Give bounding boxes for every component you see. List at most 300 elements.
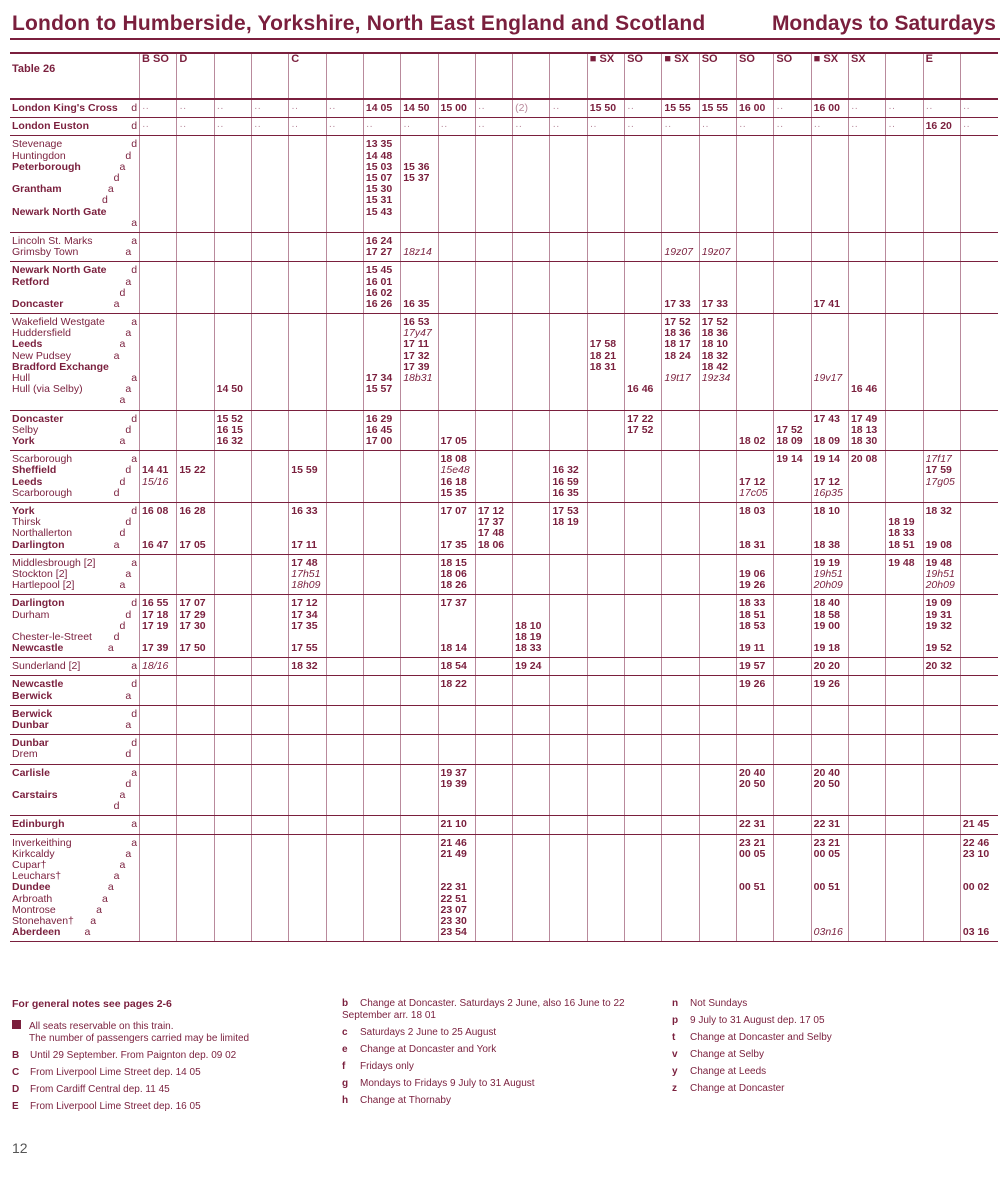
- time-cell: [926, 373, 958, 384]
- time-cell: [291, 384, 323, 395]
- train-times: [811, 554, 848, 595]
- train-times: [289, 410, 326, 451]
- time-cell: [664, 905, 696, 916]
- time-cell: [776, 139, 808, 150]
- time-cell: [441, 299, 473, 310]
- time-cell: [851, 849, 883, 860]
- time-cell: [403, 661, 435, 672]
- column-code: [960, 53, 998, 99]
- time-cell: [552, 184, 584, 195]
- train-times: [326, 118, 363, 136]
- time-cell: [515, 277, 547, 288]
- time-cell: [739, 139, 771, 150]
- time-cell: [217, 528, 249, 539]
- notes-left: [12, 998, 332, 1118]
- time-cell: [291, 488, 323, 499]
- time-cell: [963, 894, 996, 905]
- time-cell: [217, 339, 249, 350]
- time-cell: 18 51: [888, 538, 915, 551]
- time-cell: [963, 488, 996, 499]
- station-name: Lincoln St. Marks a: [12, 234, 138, 247]
- time-cell: 17 55: [291, 642, 318, 655]
- time-cell: [142, 162, 174, 173]
- time-cell: [291, 414, 323, 425]
- train-times: [737, 816, 774, 834]
- time-cell: 15 52: [216, 412, 243, 425]
- time-cell: [627, 927, 659, 938]
- time-cell: [254, 288, 286, 299]
- station-name: York d: [12, 504, 138, 517]
- train-times: [811, 595, 848, 658]
- time-cell: [142, 790, 174, 801]
- time-cell: [515, 528, 547, 539]
- train-times: [438, 595, 475, 658]
- train-times: [737, 451, 774, 503]
- time-cell: ··: [179, 120, 187, 133]
- time-cell: [702, 691, 734, 702]
- time-cell: [851, 860, 883, 871]
- train-times: [363, 676, 400, 705]
- time-cell: [142, 265, 174, 276]
- time-cell: [366, 465, 398, 476]
- time-cell: [888, 610, 920, 621]
- time-cell: [552, 679, 584, 690]
- time-cell: [329, 151, 361, 162]
- train-times: [625, 451, 662, 503]
- time-cell: [403, 184, 435, 195]
- time-cell: [926, 299, 958, 310]
- footnote: h Change at Thornaby: [342, 1095, 451, 1106]
- time-cell: [478, 465, 510, 476]
- train-times: [363, 816, 400, 834]
- train-times: [699, 136, 736, 233]
- train-times: [438, 735, 475, 764]
- station-names: [10, 99, 140, 118]
- time-cell: [478, 779, 510, 790]
- time-cell: [552, 277, 584, 288]
- time-cell: [590, 819, 622, 830]
- time-cell: ··: [291, 102, 299, 114]
- time-cell: [478, 139, 510, 150]
- time-cell: [552, 661, 584, 672]
- train-times: [140, 764, 177, 816]
- time-cell: [478, 436, 510, 447]
- time-cell: 18 19: [888, 516, 915, 529]
- station-name: New Pudsey a: [12, 349, 120, 362]
- time-cell: (2): [515, 102, 528, 114]
- time-cell: 18 32: [701, 349, 728, 362]
- time-cell: [515, 477, 547, 488]
- time-cell: [627, 328, 659, 339]
- time-cell: [664, 610, 696, 621]
- train-times: [737, 764, 774, 816]
- time-cell: [702, 801, 734, 812]
- time-cell: [739, 339, 771, 350]
- time-cell: [515, 299, 547, 310]
- train-times: [662, 262, 699, 314]
- time-cell: [590, 882, 622, 893]
- station-group: [10, 834, 998, 942]
- time-cell: 19z07: [701, 246, 731, 259]
- train-times: [774, 502, 811, 554]
- time-cell: [329, 328, 361, 339]
- time-cell: [329, 477, 361, 488]
- time-cell: [403, 927, 435, 938]
- time-cell: [329, 162, 361, 173]
- time-cell: 17 12: [739, 475, 766, 488]
- time-cell: 19 06: [739, 567, 766, 580]
- time-cell: [851, 691, 883, 702]
- train-times: [475, 314, 512, 411]
- time-cell: [291, 790, 323, 801]
- time-cell: [627, 465, 659, 476]
- station-names: [10, 314, 140, 411]
- time-cell: [142, 151, 174, 162]
- train-times: [774, 658, 811, 676]
- time-cell: [142, 247, 174, 258]
- train-times: [737, 658, 774, 676]
- time-cell: [478, 351, 510, 362]
- time-cell: [814, 691, 846, 702]
- time-cell: [702, 738, 734, 749]
- time-cell: [814, 195, 846, 206]
- train-times: [587, 118, 624, 136]
- train-times: [363, 554, 400, 595]
- time-cell: [590, 184, 622, 195]
- time-cell: [851, 151, 883, 162]
- time-cell: [329, 916, 361, 927]
- train-times: [587, 595, 624, 658]
- time-cell: [329, 598, 361, 609]
- time-cell: [590, 621, 622, 632]
- train-times: [960, 816, 998, 834]
- time-cell: [590, 247, 622, 258]
- station-names: [10, 834, 140, 942]
- time-cell: [702, 207, 734, 218]
- train-times: [513, 118, 550, 136]
- train-times: [214, 676, 251, 705]
- time-cell: [478, 598, 510, 609]
- station-group: [10, 262, 998, 314]
- time-cell: 15 50: [589, 102, 617, 114]
- time-cell: [888, 299, 920, 310]
- time-cell: [627, 691, 659, 702]
- time-cell: [963, 506, 996, 517]
- train-times: [699, 658, 736, 676]
- time-cell: [814, 265, 846, 276]
- time-cell: [888, 632, 920, 643]
- train-times: [960, 262, 998, 314]
- train-times: [737, 118, 774, 136]
- station-group: [10, 816, 998, 834]
- time-cell: [590, 317, 622, 328]
- time-cell: [142, 768, 174, 779]
- time-cell: [552, 558, 584, 569]
- time-cell: [627, 207, 659, 218]
- train-times: [811, 502, 848, 554]
- train-times: [363, 118, 400, 136]
- train-times: [251, 705, 288, 734]
- column-code: [886, 53, 923, 99]
- time-cell: [888, 139, 920, 150]
- train-times: [923, 314, 960, 411]
- time-cell: [776, 632, 808, 643]
- time-cell: [552, 768, 584, 779]
- column-code: [550, 53, 587, 99]
- time-cell: 17 48: [477, 527, 505, 540]
- train-times: [699, 118, 736, 136]
- time-cell: [739, 373, 771, 384]
- time-cell: 19 26: [813, 678, 840, 691]
- train-times: [513, 99, 550, 118]
- time-cell: ··: [403, 120, 411, 133]
- time-cell: [515, 569, 547, 580]
- time-cell: 17 48: [291, 556, 318, 569]
- time-cell: [627, 905, 659, 916]
- time-cell: [441, 277, 473, 288]
- time-cell: 22 31: [739, 818, 766, 831]
- time-cell: [851, 207, 883, 218]
- time-cell: 16 47: [142, 538, 169, 551]
- train-times: [177, 658, 214, 676]
- time-cell: 18 15: [440, 556, 467, 569]
- time-cell: [851, 790, 883, 801]
- time-cell: [963, 790, 996, 801]
- footnote: D From Cardiff Central dep. 11 45: [12, 1084, 170, 1095]
- time-cell: [441, 162, 473, 173]
- time-cell: 18 10: [515, 619, 542, 632]
- time-cell: [366, 477, 398, 488]
- time-cell: [888, 454, 920, 465]
- train-times: [886, 735, 923, 764]
- time-cell: [851, 173, 883, 184]
- time-cell: [851, 768, 883, 779]
- time-cell: [776, 838, 808, 849]
- train-times: [848, 262, 885, 314]
- time-cell: [142, 679, 174, 690]
- time-cell: [366, 643, 398, 654]
- time-cell: [366, 749, 398, 760]
- time-cell: [552, 299, 584, 310]
- station-names: [10, 595, 140, 658]
- time-cell: [142, 749, 174, 760]
- train-times: [326, 502, 363, 554]
- time-cell: [627, 916, 659, 927]
- time-cell: [142, 384, 174, 395]
- train-times: [214, 705, 251, 734]
- time-cell: [329, 339, 361, 350]
- time-cell: [739, 288, 771, 299]
- station-name: Middlesbrough [2] a: [12, 556, 138, 569]
- time-cell: [888, 749, 920, 760]
- time-cell: [776, 207, 808, 218]
- time-cell: [515, 454, 547, 465]
- train-times: [214, 764, 251, 816]
- train-times: [886, 232, 923, 261]
- time-cell: [776, 328, 808, 339]
- time-cell: 16 01: [365, 275, 393, 288]
- time-cell: [366, 679, 398, 690]
- time-cell: 15 36: [403, 160, 430, 173]
- time-cell: [814, 328, 846, 339]
- train-times: [513, 735, 550, 764]
- days-label: Mondays to Saturdays: [771, 12, 996, 35]
- time-cell: [515, 927, 547, 938]
- time-cell: [403, 528, 435, 539]
- station-name: Inverkeithing a: [12, 836, 138, 849]
- time-cell: [217, 465, 249, 476]
- time-cell: [627, 661, 659, 672]
- time-cell: [291, 720, 323, 731]
- time-cell: 21 46: [440, 836, 467, 849]
- time-cell: [329, 849, 361, 860]
- train-times: [214, 136, 251, 233]
- time-cell: [888, 679, 920, 690]
- time-cell: 18 36: [701, 327, 728, 340]
- time-cell: 23 21: [739, 836, 766, 849]
- time-cell: [888, 277, 920, 288]
- time-cell: [739, 528, 771, 539]
- train-times: [140, 705, 177, 734]
- time-cell: 21 45: [962, 818, 990, 831]
- train-times: [960, 502, 998, 554]
- time-cell: [552, 373, 584, 384]
- time-cell: ··: [179, 102, 187, 114]
- time-cell: [291, 871, 323, 882]
- time-cell: [403, 414, 435, 425]
- time-cell: [926, 720, 958, 731]
- time-cell: [926, 362, 958, 373]
- time-cell: 17 12: [477, 504, 505, 517]
- time-cell: [329, 709, 361, 720]
- time-cell: [291, 894, 323, 905]
- train-times: [177, 735, 214, 764]
- time-cell: [664, 540, 696, 551]
- train-times: [662, 554, 699, 595]
- column-code: SX: [848, 53, 885, 99]
- time-cell: [403, 632, 435, 643]
- train-times: [438, 410, 475, 451]
- time-cell: 18 36: [664, 327, 691, 340]
- time-cell: [963, 288, 996, 299]
- time-cell: [776, 517, 808, 528]
- station-name: Arbroath a: [12, 892, 108, 905]
- time-cell: [179, 894, 211, 905]
- time-cell: [403, 436, 435, 447]
- train-times: [848, 232, 885, 261]
- time-cell: [851, 749, 883, 760]
- train-times: [923, 658, 960, 676]
- time-cell: [814, 236, 846, 247]
- train-times: [960, 314, 998, 411]
- train-times: [251, 136, 288, 233]
- time-cell: 16 33: [291, 504, 318, 517]
- time-cell: [963, 905, 996, 916]
- train-times: [550, 314, 587, 411]
- time-cell: [627, 436, 659, 447]
- time-cell: [179, 779, 211, 790]
- train-times: [475, 658, 512, 676]
- time-cell: [702, 425, 734, 436]
- train-times: [438, 314, 475, 411]
- time-cell: [702, 779, 734, 790]
- time-cell: 17 58: [589, 338, 617, 351]
- time-cell: [739, 265, 771, 276]
- time-cell: [664, 661, 696, 672]
- time-cell: [254, 265, 286, 276]
- station-name: Bradford Exchange a: [12, 360, 138, 385]
- station-name: Newcastle d: [12, 678, 138, 691]
- time-cell: [552, 871, 584, 882]
- train-times: [587, 502, 624, 554]
- time-cell: 19 14: [813, 453, 840, 466]
- time-cell: 15e48: [440, 464, 470, 477]
- time-cell: [851, 927, 883, 938]
- time-cell: [702, 580, 734, 591]
- time-cell: [776, 905, 808, 916]
- train-times: [774, 834, 811, 942]
- time-cell: [552, 598, 584, 609]
- time-cell: 17 39: [142, 642, 169, 655]
- time-cell: [403, 768, 435, 779]
- footnote: c Saturdays 2 June to 25 August: [342, 1027, 497, 1038]
- train-times: [438, 136, 475, 233]
- train-times: [401, 136, 438, 233]
- train-times: [662, 232, 699, 261]
- time-cell: [702, 610, 734, 621]
- time-cell: [814, 139, 846, 150]
- column-code: [214, 53, 251, 99]
- time-cell: [739, 277, 771, 288]
- time-cell: [515, 580, 547, 591]
- time-cell: [217, 477, 249, 488]
- time-cell: 20 40: [739, 766, 766, 779]
- time-cell: 16 55: [142, 597, 169, 610]
- time-cell: [515, 195, 547, 206]
- time-cell: [478, 610, 510, 621]
- train-times: [475, 676, 512, 705]
- time-cell: [179, 265, 211, 276]
- time-cell: [963, 477, 996, 488]
- time-cell: [441, 207, 473, 218]
- time-cell: 19 08: [925, 538, 952, 551]
- time-cell: [926, 779, 958, 790]
- time-cell: [366, 709, 398, 720]
- time-cell: 17 59: [925, 464, 952, 477]
- train-times: [737, 314, 774, 411]
- time-cell: [515, 709, 547, 720]
- train-times: [550, 136, 587, 233]
- time-cell: [291, 184, 323, 195]
- time-cell: [888, 247, 920, 258]
- time-cell: [515, 328, 547, 339]
- time-cell: 17 39: [403, 360, 430, 373]
- time-cell: [851, 894, 883, 905]
- train-times: [811, 764, 848, 816]
- time-cell: [814, 277, 846, 288]
- time-cell: [776, 277, 808, 288]
- footnote: e Change at Doncaster and York: [342, 1044, 497, 1055]
- train-times: [140, 99, 177, 118]
- time-cell: [142, 195, 174, 206]
- time-cell: [590, 425, 622, 436]
- station-name: Chester-le-Street d: [12, 630, 120, 643]
- time-cell: [888, 790, 920, 801]
- time-cell: [552, 362, 584, 373]
- time-cell: [926, 528, 958, 539]
- time-cell: ··: [888, 102, 896, 114]
- time-cell: [478, 905, 510, 916]
